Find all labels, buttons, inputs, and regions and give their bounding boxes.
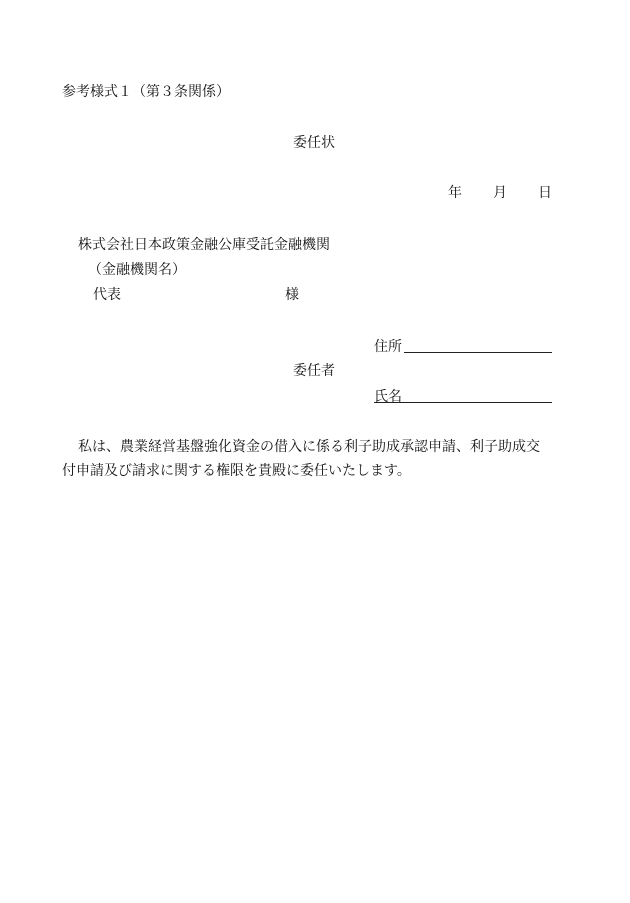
date-day-label: 日	[538, 185, 552, 201]
date-year-label: 年	[448, 185, 462, 201]
form-reference: 参考様式１（第３条関係）	[62, 84, 230, 100]
addressee-honorific: 様	[285, 287, 299, 303]
name-underline	[374, 402, 552, 403]
address-label: 住所	[374, 339, 402, 355]
date-month-label: 月	[493, 185, 507, 201]
addressee-institution: 株式会社日本政策金融公庫受託金融機関	[78, 237, 330, 253]
addressee-representative-label: 代表	[93, 287, 121, 303]
address-underline	[404, 352, 552, 353]
name-label: 氏名	[374, 389, 402, 405]
body-line-1: 私は、農業経営基盤強化資金の借入に係る利子助成承認申請、利子助成交	[78, 439, 540, 455]
delegator-role-label: 委任者	[293, 363, 335, 379]
document-title: 委任状	[293, 135, 335, 151]
body-line-2: 付申請及び請求に関する権限を貴殿に委任いたします。	[62, 463, 411, 479]
addressee-institution-note: （金融機関名）	[88, 262, 186, 278]
